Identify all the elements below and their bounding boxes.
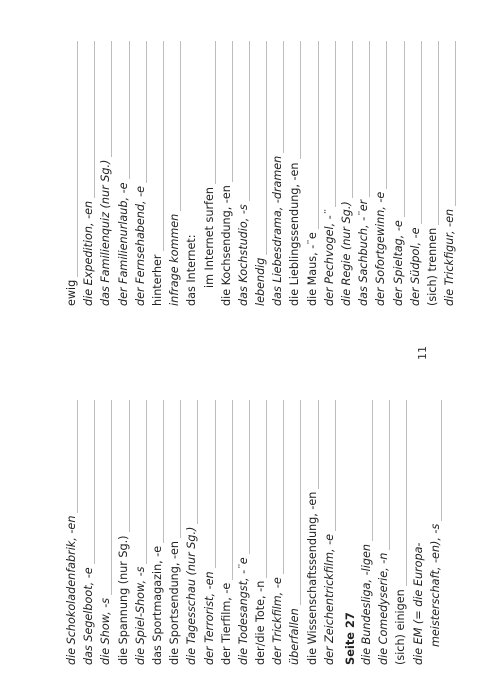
vocab-entry — [236, 41, 252, 306]
vocab-entry-text: die Comedyserie, -n — [376, 550, 392, 665]
page-number: 11 — [416, 346, 429, 360]
vocab-entry — [322, 41, 338, 306]
vocab-entry-text: die Show, -s — [98, 595, 114, 665]
vocab-entry — [287, 400, 303, 665]
vocab-entry — [356, 41, 372, 306]
vocab-entry-text: die Lieblingssendung, -en — [287, 159, 303, 306]
vocab-entry-text: der Trickfilm, -e — [270, 574, 286, 665]
vocab-entry — [425, 41, 441, 306]
vocab-entry-text: die Kochsendung, -en — [219, 182, 235, 306]
vocab-entry — [150, 400, 166, 665]
vocab-entry — [219, 400, 235, 665]
vocab-entry-text: der Zeichentrickfilm, -e — [322, 531, 338, 665]
vocab-entry-text: (sich) einigen — [393, 586, 409, 665]
vocab-entry — [305, 400, 321, 665]
vocab-entry — [253, 400, 269, 665]
vocab-entry-text: infrage kommen — [167, 211, 183, 306]
vocab-entry-text: der Tierfilm, -e — [219, 580, 235, 665]
vocab-entry-text: der Terrorist, -en — [202, 568, 218, 665]
vocab-entry-text: die Trickfigur, -en — [442, 206, 458, 306]
vocab-entry-text: das Segelboot, -e — [81, 564, 97, 665]
vocab-entry — [373, 41, 389, 306]
vocab-entry — [428, 400, 444, 665]
vocab-entry-text: die Bundesliga, -ligen — [359, 541, 375, 665]
vocab-entry-text: der/die Tote, -n — [253, 578, 269, 665]
vocab-entry — [442, 41, 458, 306]
vocabulary-column-left — [64, 400, 445, 665]
vocab-entry-text: die Regie (nur Sg.) — [339, 198, 355, 306]
vocab-entry-text: die Todesangst, -¨e — [236, 554, 252, 665]
vocab-entry-text: das Liebesdrama, -dramen — [270, 153, 286, 306]
vocab-entry — [116, 400, 132, 665]
vocab-entry-text: der Pechvogel, -¨ — [322, 207, 338, 306]
vocab-entry — [202, 41, 218, 306]
vocab-entry — [376, 400, 392, 665]
vocab-entry-text: die Expedition, -en — [81, 198, 97, 306]
vocab-entry — [133, 41, 149, 306]
vocab-entry — [270, 400, 286, 665]
vocab-entry-text: die Schokoladenfabrik, -en — [64, 513, 80, 665]
vocab-entry-text: das Familienquiz (nur Sg.) — [98, 157, 114, 306]
vocab-entry — [339, 41, 355, 306]
vocab-entry-text: das Sachbuch, -¨er — [356, 197, 372, 306]
vocab-entry — [150, 41, 166, 306]
vocab-entry — [359, 400, 375, 665]
vocab-entry-text: der Sofortgewinn, -e — [373, 189, 389, 306]
vocab-entry-text: das Internet: — [184, 231, 200, 306]
vocab-entry — [393, 400, 409, 665]
vocab-entry-text: der Familienurlaub, -e — [116, 179, 132, 306]
vocab-entry-text: ewig — [64, 277, 80, 306]
vocab-entry — [287, 41, 303, 306]
vocab-entry — [202, 400, 218, 665]
vocab-entry — [411, 400, 427, 665]
vocab-entry-text: hinterher — [150, 251, 166, 306]
section-heading — [342, 400, 358, 665]
vocab-entry-text: die EM (= die Europa- — [411, 540, 427, 665]
vocab-entry — [167, 41, 183, 306]
vocab-entry-text: die Maus, -¨e — [305, 229, 321, 306]
vocab-entry-text: überfallen — [287, 605, 303, 665]
vocab-entry-text: die Tagesschau (nur Sg.) — [184, 524, 200, 665]
vocab-entry — [116, 41, 132, 306]
vocab-entry — [167, 400, 183, 665]
vocab-entry — [64, 400, 80, 665]
vocab-entry — [236, 400, 252, 665]
vocab-entry — [81, 400, 97, 665]
vocabulary-column-right — [64, 41, 459, 306]
vocab-entry — [391, 41, 407, 306]
vocab-entry — [184, 41, 200, 306]
vocab-entry-text: im Internet surfen — [202, 184, 218, 306]
vocab-entry — [253, 41, 269, 306]
vocab-entry-text: lebendig — [253, 255, 269, 306]
vocab-entry-text: die Sportsendung, -en — [167, 538, 183, 665]
vocab-entry-text: die Spannung (nur Sg.) — [116, 532, 132, 665]
vocab-entry-text: (sich) trennen — [425, 225, 441, 306]
vocab-entry-text: das Sportmagazin, -e — [150, 543, 166, 665]
vocab-entry — [408, 41, 424, 306]
vocab-entry — [133, 400, 149, 665]
vocab-entry-text: der Südpol, -e — [408, 224, 424, 306]
vocab-entry — [322, 400, 338, 665]
vocab-entry — [219, 41, 235, 306]
vocab-entry — [184, 400, 200, 665]
vocab-entry — [305, 41, 321, 306]
vocab-entry-text: die Spiel-Show, -s — [133, 564, 149, 665]
vocab-entry — [81, 41, 97, 306]
vocab-entry-text: der Fernsehabend, -e — [133, 183, 149, 306]
vocab-entry-text: der Spieltag, -e — [391, 217, 407, 306]
vocab-entry-text: meisterschaft, -en), -s — [428, 521, 444, 665]
vocab-entry — [98, 400, 114, 665]
vocab-entry — [98, 41, 114, 306]
vocab-entry-text: die Wissenschaftssendung, -en — [305, 489, 321, 665]
section-heading-label: Seite 27 — [342, 609, 358, 665]
vocab-entry — [270, 41, 286, 306]
vocab-entry-text: das Kochstudio, -s — [236, 201, 252, 306]
vocab-entry — [64, 41, 80, 306]
